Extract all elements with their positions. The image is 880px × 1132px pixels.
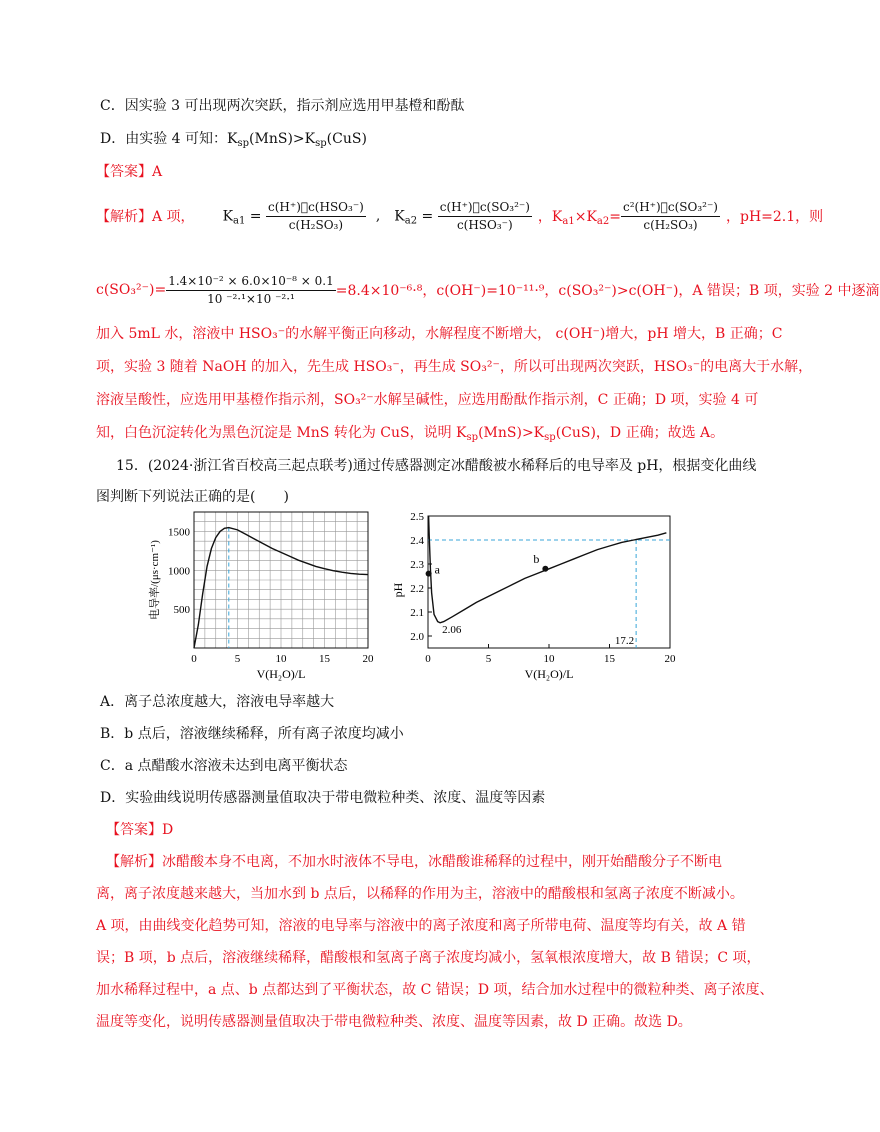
- y-tick-label: 2.0: [410, 631, 424, 643]
- x-axis-label: V(H₂O)/L: [524, 667, 574, 681]
- conductivity-chart: [148, 508, 388, 683]
- y-axis-label: 电导率/(μs·cm⁻¹): [149, 540, 161, 620]
- x-tick-label: 5: [234, 653, 241, 665]
- x-axis-label: V(H₂O)/L: [256, 667, 306, 681]
- q14-calc-line: c(SO₃²⁻)= $\frac{\text{1.4×10⁻² × 6.0×10⁻⁸ × 0.1}}{\text{10 ⁻²·¹×10 ⁻²·¹}}$ =8.4×10⁻⁶·⁸，c(OH⁻)=10⁻¹¹·⁹，c(SO₃²⁻)>c(OH⁻)，A 错误；B 项，实验 2 中逐滴: [96, 273, 880, 306]
- x-tick-label: 10: [275, 653, 287, 665]
- ka2-expression: $K_{a2}$ = $\frac{\text{c(H⁺)⃞c(SO₃²⁻)}}{\text{c(HSO₃⁻)}}$: [394, 199, 530, 232]
- ka-product-label: ，$K_{a1}\times K_{a2}=$: [537, 208, 621, 227]
- x-tick-label: 15: [319, 653, 330, 665]
- ph-chart: [388, 508, 688, 683]
- x-tick-label: 15: [604, 653, 615, 665]
- ph-text: ，pH=2.1，则: [725, 209, 824, 225]
- q14-option-d: D．由实验 4 可知：$K_{sp}(MnS)>K_{sp}(CuS)$: [100, 131, 367, 149]
- ka-product-fraction: $\frac{\text{c²(H⁺)⃞c(SO₃²⁻)}}{\text{c(H₂SO₃)}}$: [622, 199, 718, 232]
- q15-analysis-4: 误；B 项，b 点后，溶液继续稀释，醋酸根和氢离子离子浓度均减小，氢氧根浓度增大，故 B 错误；C 项，: [96, 950, 761, 966]
- annotation-x-17-2: 17.2: [614, 635, 635, 647]
- q15-option-d: D．实验曲线说明传感器测量值取决于带电微粒种类、浓度、温度等因素: [100, 790, 546, 806]
- x-tick-label: 0: [425, 653, 431, 665]
- ka2-fraction: $\frac{\text{c(H⁺)⃞c(SO₃²⁻)}}{\text{c(HSO₃⁻)}}$: [439, 199, 530, 232]
- x-tick-label: 20: [362, 653, 374, 665]
- q14-analysis-p5: 知，白色沉淀转化为黑色沉淀是 MnS 转化为 CuS，说明 $K_{sp}(MnS)>K_{sp}(CuS)$，D 正确；故选 A。: [96, 425, 725, 443]
- y-tick-label: 2.1: [410, 607, 424, 619]
- plot-frame: [428, 516, 670, 648]
- ka1-expression: $K_{a1}$ = $\frac{\text{c(H⁺)⃞c(HSO₃⁻)}}{\text{c(H₂SO₃)}}$: [222, 199, 364, 232]
- point-b: [542, 566, 548, 572]
- x-tick-label: 5: [485, 653, 492, 665]
- q15-analysis-2: 离，离子浓度越来越大，当加水到 b 点后，以稀释的作用为主，溶液中的醋酸根和氢离子浓度不断减小。: [96, 886, 744, 902]
- x-tick-label: 0: [191, 653, 197, 665]
- annotation-min-ph: 2.06: [442, 623, 462, 636]
- x-tick-label: 20: [664, 653, 676, 665]
- q14-analysis-p4: 溶液呈酸性，应选用甲基橙作指示剂，SO₃²⁻水解呈碱性，应选用酚酞作指示剂，C 正确；D 项，实验 4 可: [96, 392, 759, 408]
- q15-analysis-1: 【解析】冰醋酸本身不电离，不加水时液体不导电，冰醋酸谁稀释的过程中，刚开始醋酸分子不断电: [106, 854, 722, 870]
- analysis-tag: 【解析】: [96, 209, 152, 225]
- q14-analysis-p3: 项，实验 3 随着 NaOH 的加入，先生成 HSO₃⁻，再生成 SO₃²⁻，所以可出现两次突跃，HSO₃⁻的电离大于水解，: [96, 359, 813, 375]
- point-label-a: a: [434, 562, 440, 577]
- q15-analysis-5: 加水稀释过程中，a 点、b 点都达到了平衡状态，故 C 错误；D 项，结合加水过程中的微粒种类、离子浓度、: [96, 982, 774, 998]
- y-tick-label: 2.3: [410, 559, 424, 571]
- q14-answer: 【答案】A: [96, 164, 163, 180]
- y-tick-label: 2.5: [410, 511, 424, 523]
- x-tick-label: 10: [543, 653, 555, 665]
- q15-option-b: B．b 点后，溶液继续稀释，所有离子浓度均减小: [100, 726, 404, 742]
- q15-stem-line1: 15．(2024·浙江省百校高三起点联考)通过传感器测定冰醋酸被水稀释后的电导率及 pH，根据变化曲线: [116, 458, 757, 474]
- q14-option-c: C．因实验 3 可出现两次突跃，指示剂应选用甲基橙和酚酞: [100, 98, 465, 114]
- analysis-a: A 项，: [152, 209, 195, 225]
- q15-answer: 【答案】D: [106, 822, 174, 838]
- y-tick-label: 2.2: [410, 583, 424, 595]
- calc-fraction: $\frac{\text{1.4×10⁻² × 6.0×10⁻⁸ × 0.1}}{\text{10 ⁻²·¹×10 ⁻²·¹}}$: [168, 273, 334, 306]
- q15-analysis-6: 温度等变化，说明传感器测量值取决于带电微粒种类、浓度、温度等因素，故 D 正确。故选 D。: [96, 1014, 692, 1030]
- y-axis-label: pH: [391, 582, 405, 598]
- y-tick-label: 2.4: [410, 535, 424, 547]
- point-label-b: b: [533, 551, 540, 566]
- q14-analysis-line1: 【解析】 A 项， $K_{a1}$ = $\frac{\text{c(H⁺)⃞c(HSO₃⁻)}}{\text{c(H₂SO₃)}}$ , $K_{a2}$ = $\frac{\text{c(H⁺)⃞c(SO₃²⁻)}}{\text{c(HSO₃⁻)}}$ ，$K_{a1}\times K_{a2}=$ $\frac{\text{c²(H⁺)⃞c(SO₃²⁻)}}{\text{c(H₂SO₃)}}$ ，pH=2.1，则: [96, 199, 824, 232]
- q15-analysis-3: A 项，由曲线变化趋势可知，溶液的电导率与溶液中的离子浓度和离子所带电荷、温度等均有关，故 A 错: [96, 918, 746, 934]
- y-tick-label: 1500: [168, 526, 190, 539]
- y-tick-label: 1000: [168, 565, 190, 578]
- q15-stem-line2: 图判断下列说法正确的是( ): [96, 489, 289, 505]
- q15-option-a: A．离子总浓度越大，溶液电导率越大: [100, 694, 335, 710]
- q15-option-c: C．a 点醋酸水溶液未达到电离平衡状态: [100, 758, 348, 774]
- ka1-fraction: $\frac{\text{c(H⁺)⃞c(HSO₃⁻)}}{\text{c(H₂SO₃)}}$: [268, 199, 364, 232]
- q14-analysis-p2: 加入 5mL 水，溶液中 HSO₃⁻的水解平衡正向移动，水解程度不断增大， c(OH⁻)增大，pH 增大，B 正确；C: [96, 326, 783, 342]
- y-tick-label: 500: [173, 604, 190, 617]
- point-a: [426, 571, 432, 577]
